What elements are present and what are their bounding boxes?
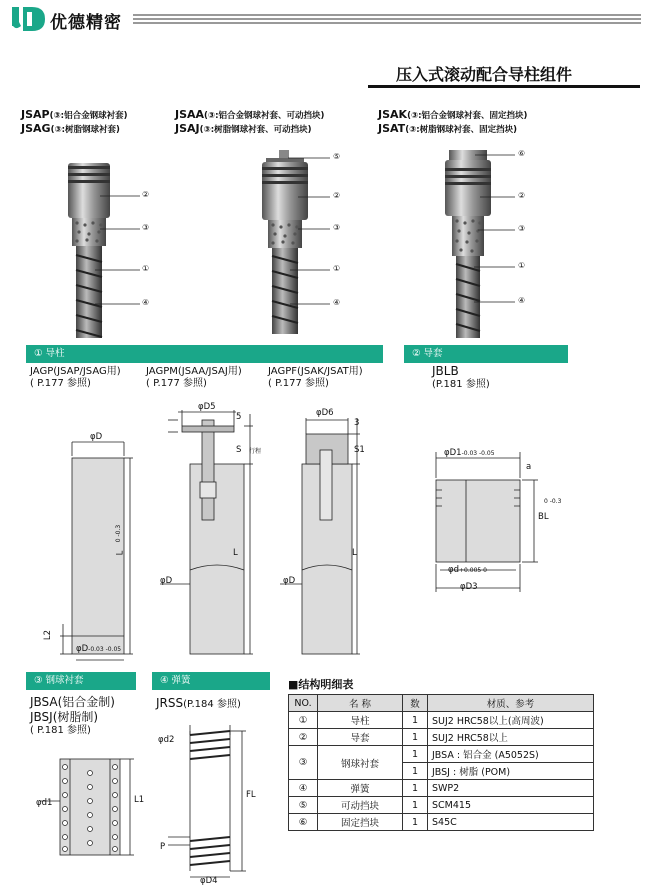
table-row: ① 导柱 1 SUJ2 HRC58以上(高周波) xyxy=(289,712,594,729)
dim-D6: φD6 xyxy=(316,408,334,418)
dim-FL: FL xyxy=(246,790,256,800)
table-row: ② 导套 1 SUJ2 HRC58以上 xyxy=(289,729,594,746)
dim-d1: φd1 xyxy=(36,798,53,808)
dim-L-tol: 0 -0.3 xyxy=(115,524,123,543)
callout-4: ④ xyxy=(518,296,526,305)
table-row: ⑤ 可动挡块 1 SCM415 xyxy=(289,797,594,814)
spring-drawing xyxy=(160,725,270,885)
dim-D: φD xyxy=(90,432,103,442)
dim-D3: φD3 xyxy=(460,582,478,592)
callout-2: ② xyxy=(518,191,526,200)
dim-a: a xyxy=(526,462,532,472)
dim-L2: L2 xyxy=(43,629,54,641)
dim-S: S xyxy=(236,445,242,455)
dim-D: φD xyxy=(283,576,296,586)
dim-L1: L1 xyxy=(134,795,145,805)
col-no: NO. xyxy=(289,695,318,712)
dim-3: 3 xyxy=(354,418,360,428)
model-jsaa: JSAA(③:铝合金钢球衬套、可动挡块) xyxy=(175,108,325,121)
section-bar-guide-post: ① 导柱 xyxy=(26,345,383,363)
ball-cage-drawing xyxy=(30,755,140,865)
model-jsag: JSAG(③:树脂钢球衬套) xyxy=(21,122,120,135)
table-row: ⑥ 固定挡块 1 S45C xyxy=(289,814,594,831)
guide-post-drawings xyxy=(0,390,400,670)
dim-stroke: 行程 xyxy=(249,448,262,455)
dim-BL: BL xyxy=(538,512,549,522)
callout-3: ③ xyxy=(518,224,526,233)
dim-d: φd+0.005 0 xyxy=(448,565,487,575)
dim-D-tol: φD-0.03 -0.05 xyxy=(76,644,122,654)
callout-4: ④ xyxy=(333,298,341,307)
col-name: 名 称 xyxy=(318,695,403,712)
table-row: 1 JBSJ : 树脂 (POM) xyxy=(289,763,594,780)
structure-table xyxy=(288,694,594,831)
callout-1: ① xyxy=(518,261,526,270)
model-jsak: JSAK(③:铝合金钢球衬套、固定挡块) xyxy=(378,108,528,121)
model-jsap: JSAP(③:铝合金钢球衬套) xyxy=(21,108,128,121)
model-jsaj: JSAJ(③:树脂钢球衬套、可动挡块) xyxy=(175,122,312,135)
dim-BL-tol: 0 -0.3 xyxy=(544,498,562,505)
section-bar-bushing: ② 导套 xyxy=(404,345,568,363)
dim-D4: φD4 xyxy=(200,876,218,886)
callout-1: ① xyxy=(142,264,150,273)
section-bar-spring: ④ 弹簧 xyxy=(152,672,270,690)
dim-D: φD xyxy=(160,576,173,586)
dim-L: L xyxy=(352,548,357,558)
bushing-name: JBLB (P.181 参照) xyxy=(432,364,490,390)
table-row: ④ 弹簧 1 SWP2 xyxy=(289,780,594,797)
ball-cage-names: JBSA(铝合金制) JBSJ(树脂制) ( P.181 参照) xyxy=(30,695,115,736)
variant-jagpm: JAGPM(JSAA/JSAJ用) ( P.177 参照) xyxy=(146,366,242,389)
assembly-2-photo xyxy=(262,150,308,334)
table-header-row xyxy=(289,695,594,712)
dim-L: L xyxy=(115,550,126,556)
dim-5: 5 xyxy=(236,412,242,422)
section-bar-ball-cage: ③ 钢球衬套 xyxy=(26,672,136,690)
callout-1: ① xyxy=(333,264,341,273)
table-row: ③ 钢球衬套 1 JBSA : 铝合金 (A5052S) xyxy=(289,746,594,763)
dim-L: L xyxy=(233,548,238,558)
col-mat: 材质、参考 xyxy=(428,695,594,712)
dim-D1: φD1-0.03 -0.05 xyxy=(444,448,495,458)
callout-6: ⑥ xyxy=(518,149,526,158)
brand-name: 优德精密 xyxy=(50,13,122,33)
page-title: 压入式滚动配合导柱组件 xyxy=(396,65,573,84)
model-jsat: JSAT(③:树脂钢球衬套、固定挡块) xyxy=(378,122,518,135)
dim-d2: φd2 xyxy=(158,735,175,745)
assembly-3-photo xyxy=(445,150,491,338)
dim-S1: S1 xyxy=(354,445,365,455)
assembly-illustrations xyxy=(0,0,651,360)
callout-3: ③ xyxy=(142,223,150,232)
dim-D5: φD5 xyxy=(198,402,216,412)
callout-4: ④ xyxy=(142,298,150,307)
variant-jagpf: JAGPF(JSAK/JSAT用) ( P.177 参照) xyxy=(268,366,363,389)
callout-3: ③ xyxy=(333,223,341,232)
callout-5: ⑤ xyxy=(333,152,341,161)
callout-2: ② xyxy=(333,191,341,200)
table-heading: ■结构明细表 xyxy=(288,678,354,691)
col-qty: 数 xyxy=(403,695,428,712)
variant-jagp: JAGP(JSAP/JSAG用) ( P.177 参照) xyxy=(30,366,121,389)
dim-P: P xyxy=(160,842,166,852)
assembly-1-photo xyxy=(68,163,110,338)
spring-name: JRSS(P.184 参照) xyxy=(156,696,241,710)
callout-2: ② xyxy=(142,190,150,199)
